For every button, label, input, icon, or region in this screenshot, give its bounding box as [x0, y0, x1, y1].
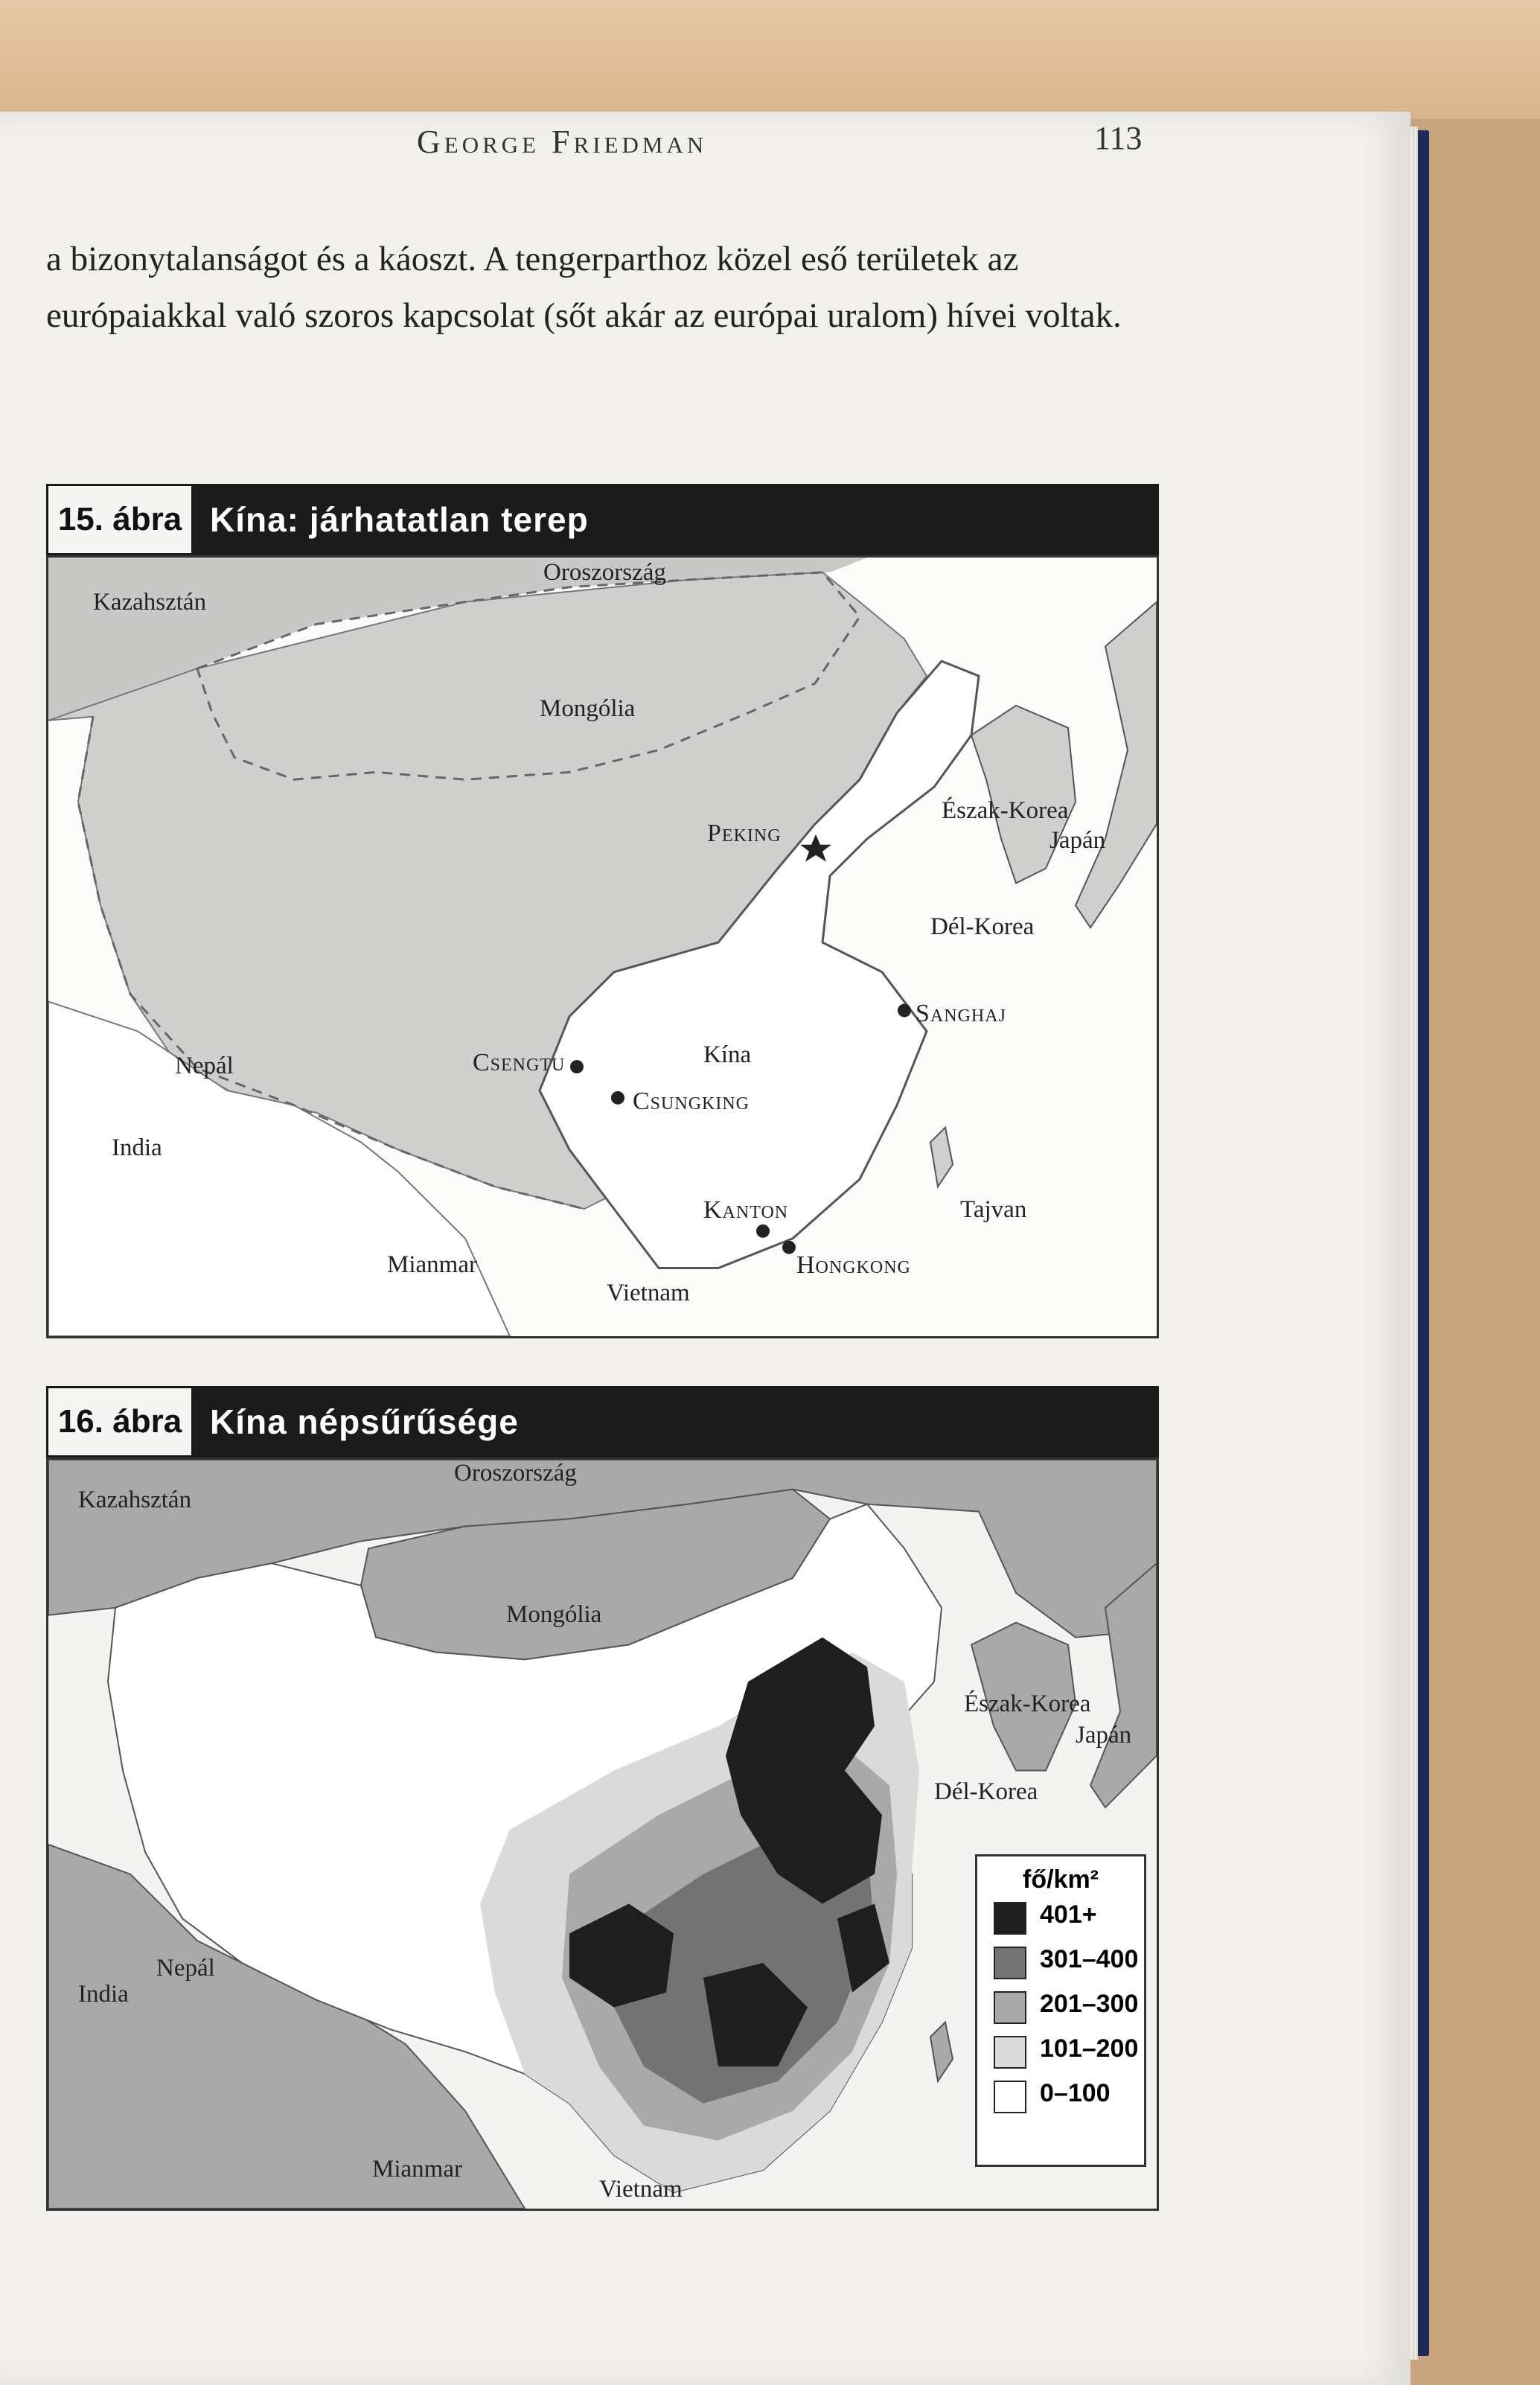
taiwan-island [930, 2022, 953, 2081]
legend-item [994, 2028, 1144, 2073]
city-hongkong: Hongkong [796, 1251, 911, 1279]
legend-range: 401+ [1040, 1900, 1097, 1929]
city-csungking: Csungking [633, 1088, 750, 1115]
label-india: India [112, 1134, 162, 1161]
label-japan: Japán [1076, 1722, 1132, 1749]
legend-item [994, 2073, 1144, 2118]
label-india: India [78, 1981, 129, 2008]
legend-title: fő/km² [1023, 1865, 1099, 1894]
population-density-map [46, 1458, 1159, 2211]
label-kazakhstan: Kazahsztán [93, 589, 207, 616]
running-head: George Friedman [417, 124, 708, 160]
legend-swatch-301-400 [994, 1947, 1026, 1979]
terrain-map [46, 555, 1159, 1338]
label-taiwan: Tajvan [960, 1196, 1027, 1223]
city-csengtu: Csengtu [473, 1049, 566, 1076]
legend-range: 0–100 [1040, 2079, 1111, 2107]
legend-range: 101–200 [1040, 2034, 1139, 2063]
legend-swatch-101-200 [994, 2036, 1026, 2069]
legend-item [994, 1939, 1144, 1984]
label-myanmar: Mianmar [387, 1251, 477, 1278]
label-myanmar: Mianmar [372, 2156, 462, 2183]
label-mongolia: Mongólia [540, 695, 636, 722]
legend-range: 301–400 [1040, 1945, 1139, 1973]
label-south-korea: Dél-Korea [934, 1778, 1038, 1805]
city-peking: Peking [707, 820, 782, 847]
korea-peninsula [971, 706, 1076, 884]
legend-item [994, 1984, 1144, 2028]
figure-16-header [46, 1386, 1159, 1458]
label-nepal: Nepál [156, 1955, 215, 1982]
sanghaj-dot [898, 1004, 911, 1018]
page-number: 113 [1094, 120, 1143, 156]
legend-swatch-201-300 [994, 1991, 1026, 2024]
density-legend [975, 1854, 1146, 2167]
label-south-korea: Dél-Korea [930, 913, 1035, 940]
hongkong-dot [782, 1241, 796, 1254]
csengtu-dot [570, 1060, 584, 1073]
label-north-korea: Észak-Korea [964, 1690, 1091, 1717]
label-mongolia: Mongólia [506, 1601, 602, 1628]
desk-background [0, 0, 1540, 119]
label-russia: Oroszország [543, 559, 666, 586]
city-kanton: Kanton [703, 1196, 789, 1224]
legend-item [994, 1894, 1144, 1939]
label-north-korea: Észak-Korea [942, 797, 1069, 824]
label-kazakhstan: Kazahsztán [78, 1487, 192, 1513]
body-paragraph: a bizonytalanságot és a káoszt. A tengerparthoz közel eső területek az európaiakkal való szoros kapcsolat (sőt akár az európai uralom) hívei voltak. [46, 240, 1122, 335]
figure-16 [46, 1386, 1159, 2211]
figure-16-number: 16. ábra [46, 1386, 194, 1458]
csungking-dot [611, 1091, 624, 1105]
japan-islands [1076, 602, 1157, 928]
legend-range: 201–300 [1040, 1990, 1139, 2018]
figure-15-number: 15. ábra [46, 484, 194, 555]
figure-16-title: Kína népsűrűsége [210, 1402, 519, 1441]
label-japan: Japán [1049, 827, 1106, 854]
taiwan-island [930, 1128, 953, 1187]
label-china: Kína [703, 1041, 752, 1068]
kanton-dot [756, 1225, 770, 1238]
label-nepal: Nepál [175, 1053, 234, 1079]
figure-15-header [46, 484, 1159, 555]
label-vietnam: Vietnam [607, 1280, 690, 1306]
city-sanghaj: Sanghaj [916, 1000, 1006, 1027]
legend-swatch-401-plus [994, 1902, 1026, 1935]
figure-15-title: Kína: járhatatlan terep [210, 500, 589, 539]
label-vietnam: Vietnam [599, 2176, 683, 2203]
legend-swatch-0-100 [994, 2081, 1026, 2113]
figure-15 [46, 484, 1159, 1338]
label-russia: Oroszország [454, 1460, 577, 1487]
